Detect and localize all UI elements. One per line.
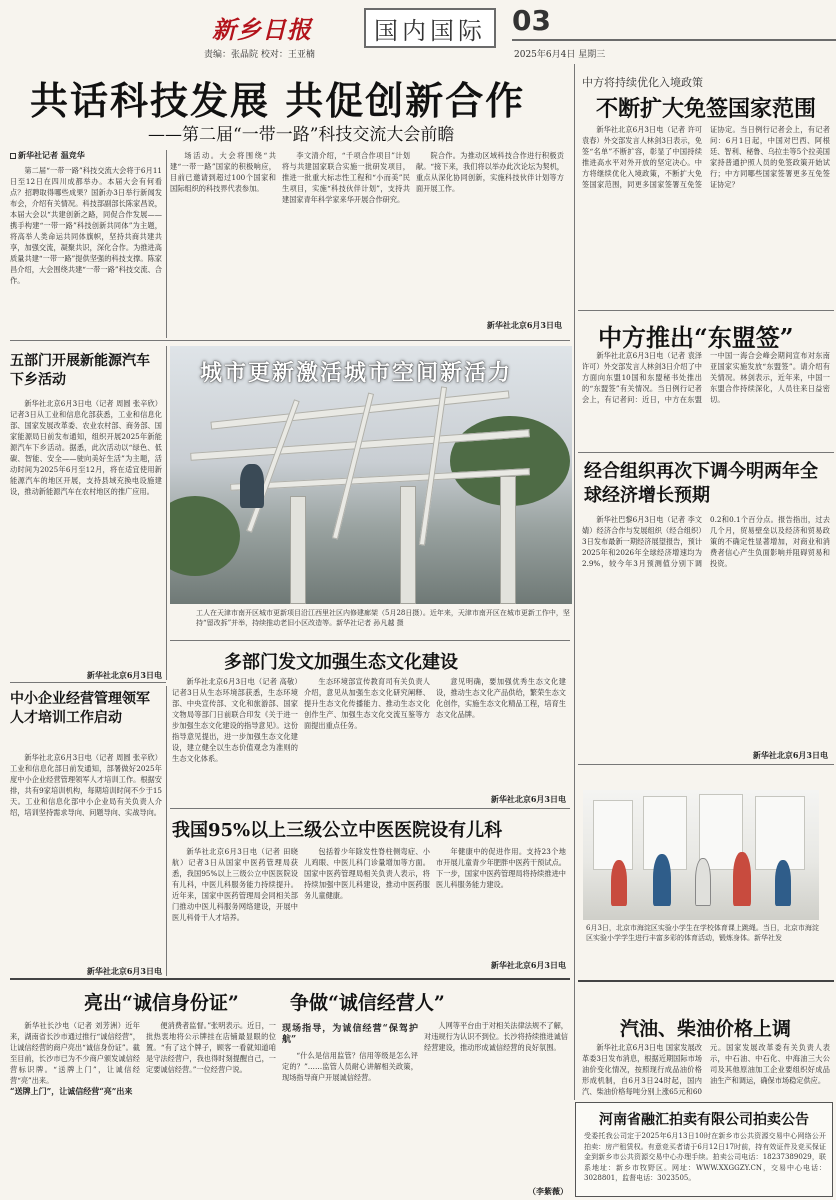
ecology-col-3-text: 意见明确，要加强优秀生态文化建设，推动生态文化产品供给，繁荣生态文化创作，实施生态文化精品工程，培育生态文化品牌。 xyxy=(436,677,566,719)
visa-body-text: 新华社北京6月3日电（记者 许可 袁春）外交部发言人林剑3日表示，免签“名单”不断扩容，彰显了中国持续推进高水平对外开放的坚定决心。中方将继续优化入境政策，不断扩大免签国家范围，同更多国家签署互免签证协定。当日例行记者会上，有记者问：6月1日起，中国对巴西、阿根廷、智利、秘鲁、乌拉圭等5个拉美国家持普通护照人员的免签政策开始试行；中方同哪些国家签署更多互免签证协定？ xyxy=(582,125,830,189)
lead-col-4 xyxy=(416,150,564,320)
credit-col-4 xyxy=(424,1020,568,1184)
section-divider xyxy=(578,310,834,311)
credit-col-4-text: 人网等平台由于对相关法律法规不了解，对违规行为认识不到位。长沙将持续推进诚信经营建设，推动形成诚信经营的良好氛围。 xyxy=(424,1021,568,1052)
school-photo xyxy=(583,790,819,920)
tcm-col-1 xyxy=(172,846,298,968)
lead-byline-text: 新华社记者 温竞华 xyxy=(18,150,85,160)
pergola-post xyxy=(500,476,516,604)
section-divider xyxy=(170,808,570,809)
lead-end-byline: 新华社北京6月3日电 xyxy=(486,320,562,330)
worker-figure xyxy=(240,464,264,508)
pergola-post xyxy=(400,486,416,604)
section-divider xyxy=(578,980,834,982)
lead-col-1 xyxy=(10,165,162,337)
credit-col-2-text: 便消费者监督。”张明表示。近日，一批热衷地将公示牌挂在店铺最显眼的位置。“有了这个牌子，顾客一看就知道咱是守法经营户，我也得时刻提醒自己，一定要诚信经营。”一位经营户说。 xyxy=(146,1021,276,1074)
tcm-col-2-text: 包括着少年除发性脊柱侧弯症、小儿鸡眼、中医儿科门诊量增加等方面。国家中医药管理局相关负责人表示，将持续加强中医儿科建设，推动中医药服务儿童健康。 xyxy=(304,847,430,900)
asean-body xyxy=(582,350,830,446)
square-bullet-icon xyxy=(10,153,16,159)
credit-col-1 xyxy=(10,1020,140,1196)
ecology-col-2 xyxy=(304,676,430,802)
tcm-col-1-text: 新华社北京6月3日电（记者 田晓航）记者3日从国家中医药管理局获悉，我国95%以上三级公立中医医院设有儿科，中医儿科服务能力持续提升。近年来，国家中医药管理局会同相关部门推动中医儿科服务网络建设，开展中医儿科骨干人才培养。 xyxy=(172,847,298,922)
lead-subheadline: ——第二届“一带一路”科技交流大会前瞻 xyxy=(148,125,455,145)
lead-col-2 xyxy=(170,150,276,337)
student-figure xyxy=(611,860,627,906)
tcm-col-2 xyxy=(304,846,430,968)
credit-col-2 xyxy=(146,1020,276,1196)
issue-date: 2025年6月4日 星期三 xyxy=(514,50,606,60)
urban-renewal-photo xyxy=(170,346,572,604)
editor-credits: 责编：张晶院 校对：王亚楠 xyxy=(204,50,315,60)
asean-body-text: 新华社北京6月3日电（记者 袁泽 许可）外交部发言人林剑3日介绍了中方面向东盟10国和东盟秘书处推出的“东盟签”有关情况。当日例行记者会上，有记者问：近日，中方在东盟一中国一海合会峰会期间宣布对东南亚国家实施发放“东盟签”。请介绍有关情况。林剑表示，近年来，中国一东盟合作持续深化，人员往来日益密切。 xyxy=(582,351,830,404)
credit-col-1-text: 新华社长沙电（记者 刘芳洲）近年来，湖南省长沙市通过推行“诚信经营”，让诚信经营的商户亮出“诚信身份证”。截至目前，长沙市已为不少商户颁发诚信经营标识牌。“送牌上门”，让诚信经营“亮”出来。 xyxy=(10,1021,140,1085)
visa-kicker: 中方将持续优化入境政策 xyxy=(582,76,703,89)
auction-notice xyxy=(575,1102,833,1197)
section-divider xyxy=(578,764,834,765)
asean-headline: 中方推出“东盟签” xyxy=(598,323,794,352)
column-rule xyxy=(166,150,167,338)
column-rule xyxy=(166,346,167,680)
pergola-post xyxy=(290,496,306,604)
nev-body-text: 新华社北京6月3日电（记者 周圆 张辛欣）记者3日从工业和信息化部获悉，工业和信息化部、国家发展改革委、农业农村部、商务部、国家能源局日前发布通知，组织开展2025年新能源汽车下乡活动。据悉，此次活动以“绿色、低碳、智能、安全——驶向美好生活”为主题，活动时间为2025年6月至12月，将在适宜使用新能源汽车的地区开展，支持县域充换电设施建设，推动新能源汽车在农村地区的推广应用。 xyxy=(10,399,162,496)
ecology-col-1 xyxy=(172,676,298,802)
sme-body-text: 新华社北京6月3日电（记者 周圆 张辛欣）工业和信息化部日前发通知，部署做好2025年度中小企业经营管理领军人才培训工作。根据安排，共有9家培训机构，每期培训时间不少于15天。工业和信息化部中小企业局有关负责人介绍，培训坚持需求导向、问题导向、实战导向。 xyxy=(10,753,162,817)
urban-renewal-caption: 工人在天津市南开区城市更新项目沿江西里社区内修建廊架（5月28日摄）。近年来，天津市南开区在城市更新工作中，坚持“留改拆”并举，持续推动老旧小区改造等。新华社记者 孙凡越 摄 xyxy=(196,609,570,627)
sme-headline: 中小企业经营管理领军人才培训工作启动 xyxy=(10,691,150,726)
lead-byline xyxy=(10,150,160,162)
right-column-rule xyxy=(574,64,575,1100)
tcm-end-byline: 新华社北京6月3日电 xyxy=(490,960,566,970)
sme-body xyxy=(10,752,162,964)
ecology-end-byline: 新华社北京6月3日电 xyxy=(490,794,566,804)
visa-body xyxy=(582,124,830,306)
column-rule xyxy=(166,686,167,976)
wall-panel xyxy=(755,796,805,870)
lead-col-3-text: 李文清介绍，“千项合作项目”计划将与共建国家联合实施一批研发项目，推进一批重大标志性工程和“小而美”民生项目，实施“科技伙伴计划”，支持共建国家青年科学家来华开展合作研究。 xyxy=(282,151,410,204)
pergola-beam xyxy=(419,386,447,545)
nev-body xyxy=(10,398,162,666)
nev-end-byline: 新华社北京6月3日电 xyxy=(86,670,162,680)
tcm-headline: 我国95%以上三级公立中医医院设有儿科 xyxy=(172,820,503,841)
credit-col-3 xyxy=(282,1020,418,1196)
credit-headline-right: 争做“诚信经营人” xyxy=(290,992,445,1014)
wall-panel xyxy=(593,800,633,870)
auction-notice-title: 河南省融汇拍卖有限公司拍卖公告 xyxy=(599,1112,809,1128)
fuel-headline: 汽油、柴油价格上调 xyxy=(620,1018,792,1040)
economy-body-text: 新华社巴黎6月3日电（记者 李文婧）经济合作与发展组织（经合组织）3日发布最新一期经济展望报告，预计2025年和2026年全球经济增速均为2.9%，较今年3月预测值分别下调0.2和0.1个百分点。报告指出，过去几个月，贸易壁垒以及经济和贸易政策的不确定性显著增加，对商业和消费者信心产生负面影响并阻碍贸易和投资。 xyxy=(582,515,830,568)
photo-tree xyxy=(170,496,240,576)
lead-col-3 xyxy=(282,150,410,337)
photo-title-overlay: 城市更新激活城市空间新活力 xyxy=(200,360,513,386)
ecology-col-2-text: 生态环境部宣传教育司有关负责人介绍，意见从加强生态文化研究阐释、提升生态文化传播能力、推动生态文化创作生产、加强生态文化交流互鉴等方面提出重点任务。 xyxy=(304,677,430,730)
section-divider xyxy=(170,640,570,641)
sme-end-byline: 新华社北京6月3日电 xyxy=(86,966,162,976)
section-divider xyxy=(578,452,834,453)
credit-subhead: “送牌上门”，让诚信经营“亮”出来 xyxy=(10,1086,133,1096)
visa-headline: 不断扩大免签国家范围 xyxy=(596,96,817,122)
lead-col-2-text: 场活动。大会将围绕“共建“一带一路”国家的积极响应，目前已邀请到超过100个国家和国际组织的科技界代表参加。 xyxy=(170,151,276,193)
lead-col-1-text: 第二届“一带一路”科技交流大会将于6月11日至12日在四川成都举办。本届大会有何看点？招聘取得哪些成果？国新办3日举行新闻发布会，介绍有关情况。科技部副部长陈家昌说，本届大会以“共建创新之路，同促合作发展——携手构建“一带一路”科技创新共同体”为主题，将高举人类命运共同体旗帜，坚持共商共建共享，加强交流，凝聚共识，深化合作。为推进高质量共建“一带一路”提供坚强的科技支撑。陈家昌介绍，大会围绕共建“一带一路”科技交流、合作。 xyxy=(10,166,162,285)
page-number: 03 xyxy=(512,4,551,37)
tcm-col-3-text: 年健康中的促进作用。支持23个地市开展儿童青少年肥胖中医药干预试点。下一步，国家中医药管理局将持续推进中医儿科服务能力建设。 xyxy=(436,847,566,889)
newspaper-logo: 新乡日报 xyxy=(212,15,312,44)
fuel-body xyxy=(582,1042,830,1098)
auction-notice-body: 受委托我公司定于2025年6月13日10时在新乡市公共资源交易中心网络公开拍卖：房产租赁权。有意竞买者请于6月12日17时前，持有效证件及竞买保证金到新乡市公共资源交易中心办理手续。拍卖公司电话：18237389029，联系地址：新乡市牧野区。网址：WWW.XXGGZY.CN，交易中心电话：3028801，监督电话：3023505。 xyxy=(584,1132,826,1182)
economy-headline: 经合组织再次下调今明两年全球经济增长预期 xyxy=(584,461,818,506)
student-figure xyxy=(653,854,671,906)
student-figure xyxy=(695,858,711,906)
student-figure xyxy=(775,860,791,906)
economy-body xyxy=(582,514,830,746)
lead-headline: 共话科技发展 共促创新合作 xyxy=(30,78,526,123)
school-photo-caption: 6月3日，北京市海淀区实验小学生在学校体育课上跳绳。当日，北京市海淀区实验小学学生进行丰富多彩的体育活动，锻炼身体。新华社发 xyxy=(586,924,819,942)
economy-end-byline: 新华社北京6月3日电 xyxy=(752,750,828,760)
credit-col-3-text: “什么是信用监管？信用等级是怎么评定的？”……监管人员耐心讲解相关政策，现场指导商户开展诚信经营。 xyxy=(282,1051,418,1082)
section-divider xyxy=(10,340,570,341)
tcm-col-3 xyxy=(436,846,566,956)
credit-end-byline: （李紫薇） xyxy=(528,1186,568,1196)
fuel-body-text: 新华社北京6月3日电 国家发展改革委3日发布消息，根据近期国际市场油价变化情况，按照现行成品油价格形成机制，自6月3日24时起，国内汽、柴油价格每吨分别上涨65元和60元。国家发展改革委有关负责人表示，中石油、中石化、中海油三大公司及其他原油加工企业要组织好成品油生产和调运，确保市场稳定供应。 xyxy=(582,1043,830,1096)
ecology-headline: 多部门发文加强生态文化建设 xyxy=(224,652,458,673)
section-label-box xyxy=(364,8,496,48)
nev-headline: 五部门开展新能源汽车下乡活动 xyxy=(10,353,150,388)
masthead-rule xyxy=(512,39,836,41)
ecology-col-1-text: 新华社北京6月3日电（记者 高敬）记者3日从生态环境部获悉，生态环境部、中央宣传部、文化和旅游部、国家文物局等部门日前联合印发《关于进一步加强生态文化建设的指导意见》。这份指导意见提出，进一步加强生态文化建设，建立健全以生态价值观念为准则的生态文化体系。 xyxy=(172,677,298,763)
student-figure xyxy=(733,852,751,906)
section-divider xyxy=(10,682,166,683)
credit-subhead: 现场指导，为诚信经营“保驾护航” xyxy=(282,1024,418,1045)
ecology-col-3 xyxy=(436,676,566,790)
masthead xyxy=(0,0,836,62)
credit-headline-left: 亮出“诚信身份证” xyxy=(84,992,239,1014)
lead-col-4-text: 院合作。为推动区域科技合作进行积极贡献。“接下来，我们将以举办此次论坛为契机，重点从深化协同创新，实施科技伙伴计划等方面开展工作。 xyxy=(416,151,564,193)
section-label: 国内国际 xyxy=(374,16,486,45)
section-divider xyxy=(10,978,570,980)
